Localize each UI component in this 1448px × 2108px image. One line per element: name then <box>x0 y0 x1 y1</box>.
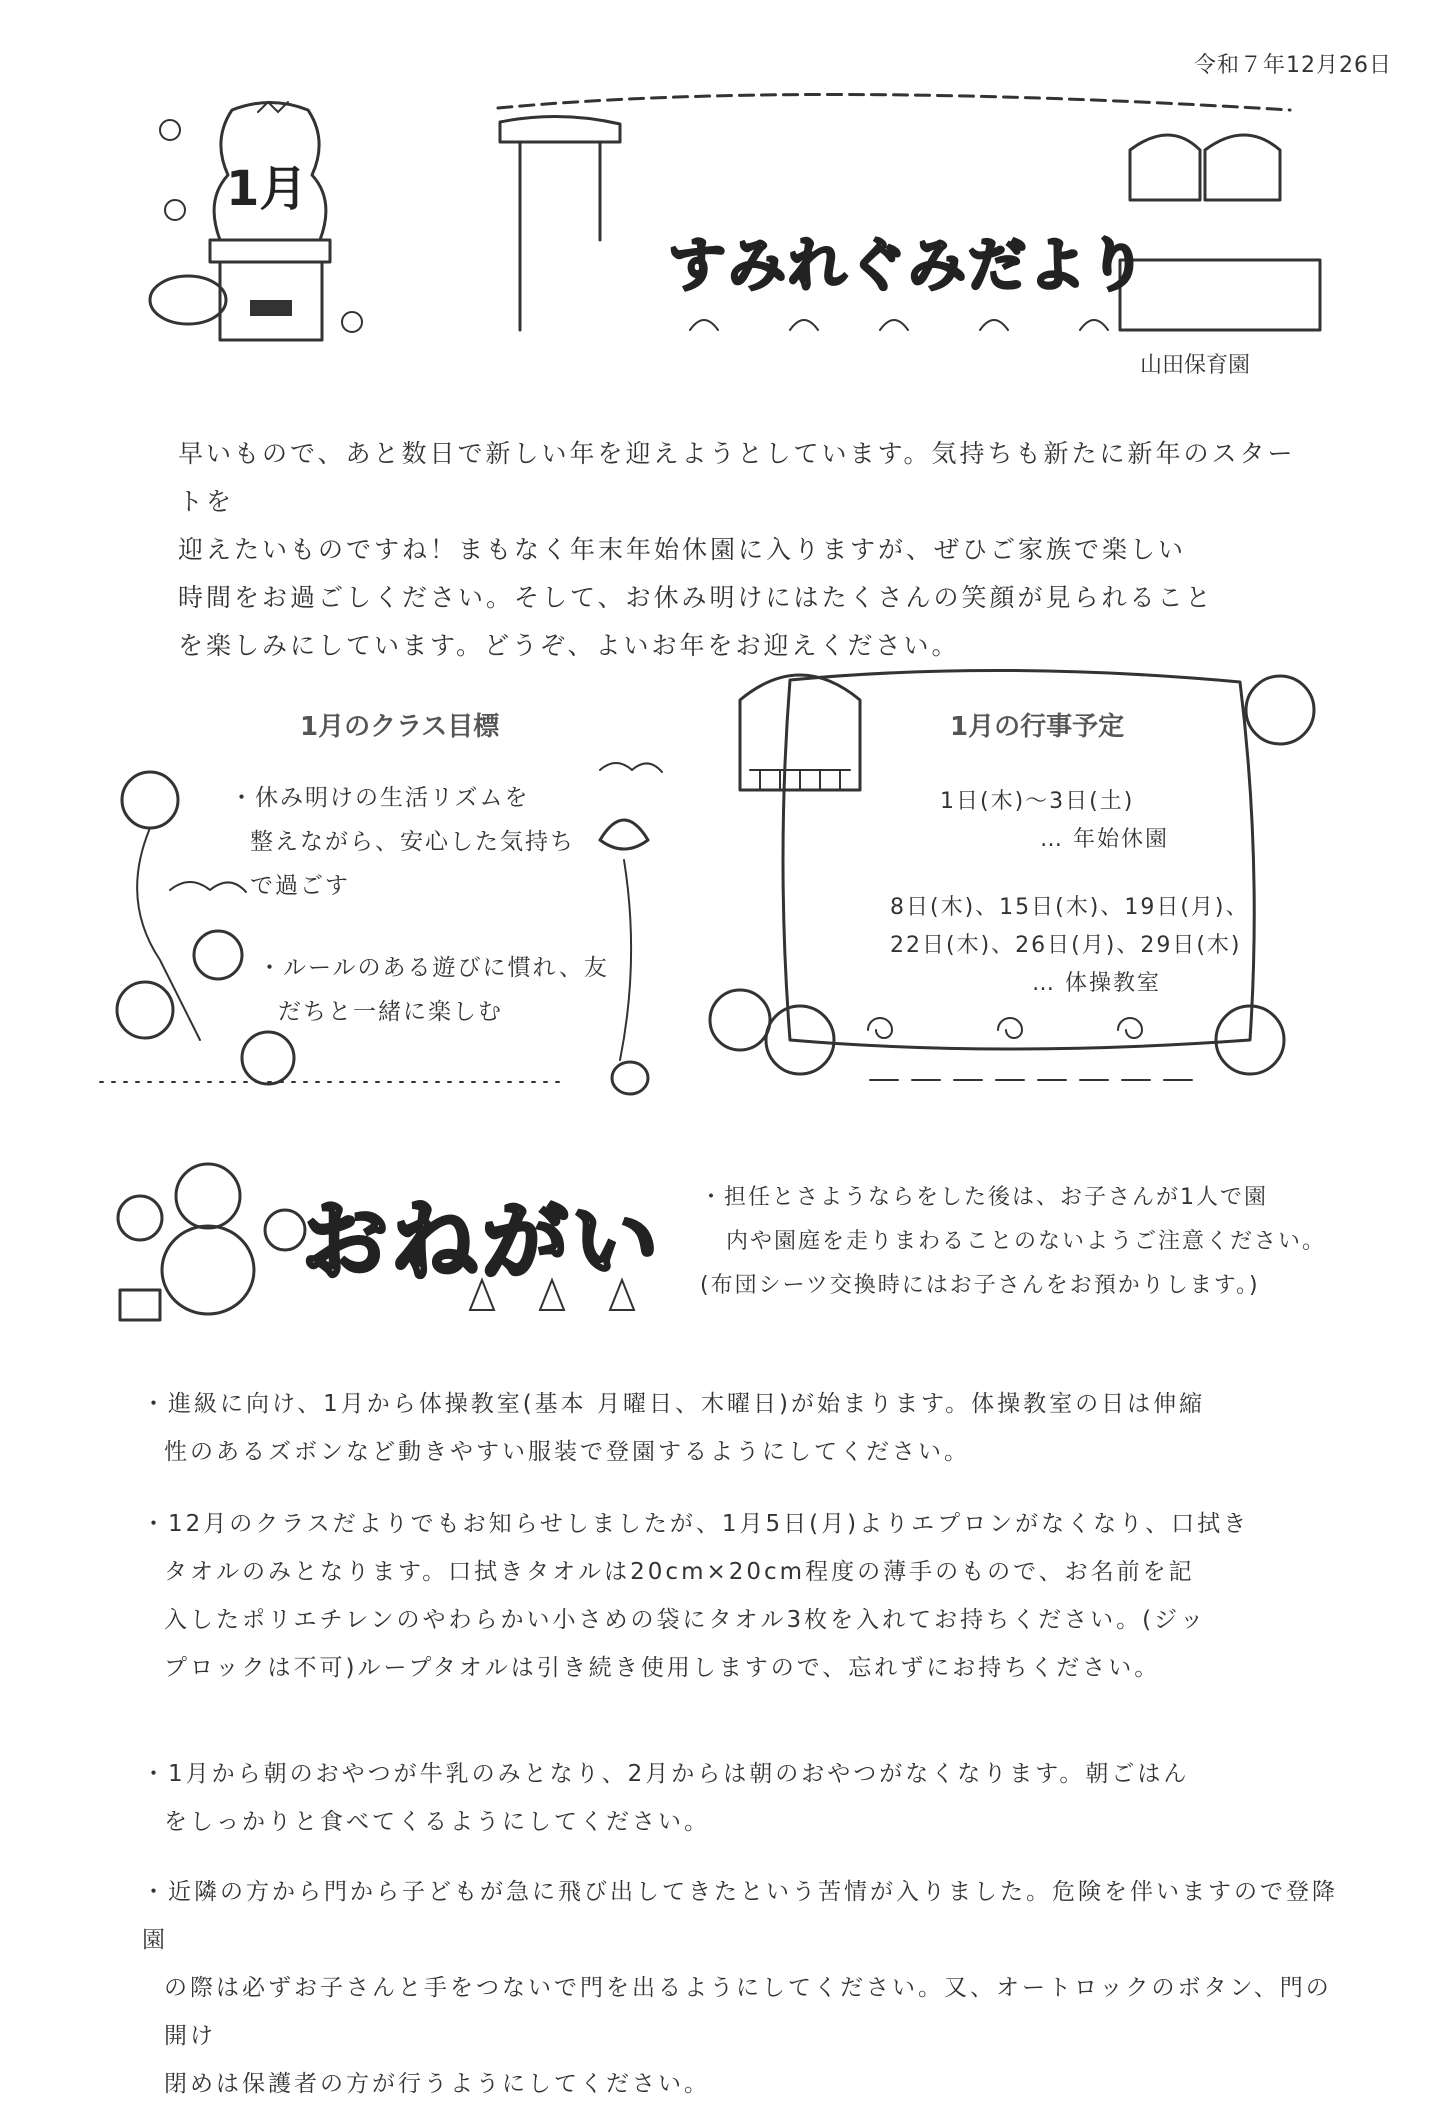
notice-line: ・1月から朝のおやつが牛乳のみとなり、2月からは朝のおやつがなくなります。朝ごはん <box>142 1761 1190 1787</box>
notice-line: の際は必ずお子さんと手をつないで門を出るようにしてください。又、オートロックのボタン、門の開け <box>164 1975 1332 2049</box>
notice-mouth-towel <box>142 1500 1342 1692</box>
event-holiday-dates: 1日(木)～3日(土) <box>940 789 1135 814</box>
notice-line: 性のあるズボンなど動きやすい服装で登園するようにしてください。 <box>164 1439 970 1465</box>
request-line: ・担任とさようならをした後は、お子さんが1人で園 <box>700 1185 1268 1210</box>
requests-heading: おねがい <box>302 1192 662 1292</box>
goal-line: 整えながら、安心した気持ち <box>250 829 575 855</box>
events-heading: 1月の行事予定 <box>950 712 1125 742</box>
notice-line: ・進級に向け、1月から体操教室(基本 月曜日、木曜日)が始まります。体操教室の日は伸縮 <box>142 1391 1206 1417</box>
intro-line: 迎えたいものですね！まもなく年末年始休園に入りますが、ぜひご家族で楽しい <box>178 535 1187 564</box>
issue-date: 令和７年12月26日 <box>1194 53 1392 78</box>
event-holiday-label: … 年始休園 <box>1040 827 1169 852</box>
intro-line: 時間をお過ごしください。そして、お休み明けにはたくさんの笑顔が見られること <box>178 583 1214 612</box>
class-goals-heading: 1月のクラス目標 <box>300 712 500 742</box>
month-badge: 1月 <box>226 161 308 217</box>
notice-line: をしっかりと食べてくるようにしてください。 <box>164 1809 710 1835</box>
notice-line: プロックは不可)ループタオルは引き続き使用しますので、忘れずにお持ちください。 <box>164 1655 1161 1681</box>
notice-gym-class <box>142 1380 1342 1476</box>
goal-line: ・ルールのある遊びに慣れ、友 <box>258 955 609 981</box>
notice-morning-snack <box>142 1750 1342 1846</box>
intro-line: 早いもので、あと数日で新しい年を迎えようとしています。気持ちも新たに新年のスタートを <box>178 439 1296 516</box>
class-goal-1 <box>230 776 575 908</box>
class-goal-2 <box>258 946 609 1034</box>
newsletter-title: すみれぐみだより <box>668 231 1149 299</box>
notice-line: 入したポリエチレンのやわらかい小さめの袋にタオル3枚を入れてお持ちください。(ジッ <box>164 1607 1207 1633</box>
intro-message <box>178 430 1308 670</box>
notice-line: 閉めは保護者の方が行うようにしてください。 <box>164 2071 710 2097</box>
request-line: (布団シーツ交換時にはお子さんをお預かりします。) <box>700 1273 1260 1298</box>
notice-gate-safety <box>142 1868 1342 2108</box>
notice-line: タオルのみとなります。口拭きタオルは20cm×20cm程度の薄手のもので、お名前を記 <box>164 1559 1195 1585</box>
event-gym-dates-1: 8日(木)、15日(木)、19日(月)、 <box>890 895 1250 920</box>
goal-line: で過ごす <box>250 873 350 899</box>
notice-line: ・近隣の方から門から子どもが急に飛び出してきたという苦情が入りました。危険を伴いますので登降園 <box>142 1879 1338 1953</box>
event-gym-label: … 体操教室 <box>1032 971 1161 996</box>
school-name: 山田保育園 <box>1140 353 1251 378</box>
goal-line: ・休み明けの生活リズムを <box>230 785 530 811</box>
goal-line: だちと一緒に楽しむ <box>278 999 503 1025</box>
notice-line: ・12月のクラスだよりでもお知らせしましたが、1月5日(月)よりエプロンがなくなり、口拭き <box>142 1511 1250 1537</box>
event-gym-dates-2: 22日(木)、26日(月)、29日(木) <box>890 933 1242 958</box>
request-line: 内や園庭を走りまわることのないようご注意ください。 <box>726 1229 1327 1254</box>
intro-line: を楽しみにしています。どうぞ、よいお年をお迎えください。 <box>178 631 960 660</box>
request-note <box>700 1176 1326 1308</box>
kagami-mochi-illustration <box>150 102 362 340</box>
